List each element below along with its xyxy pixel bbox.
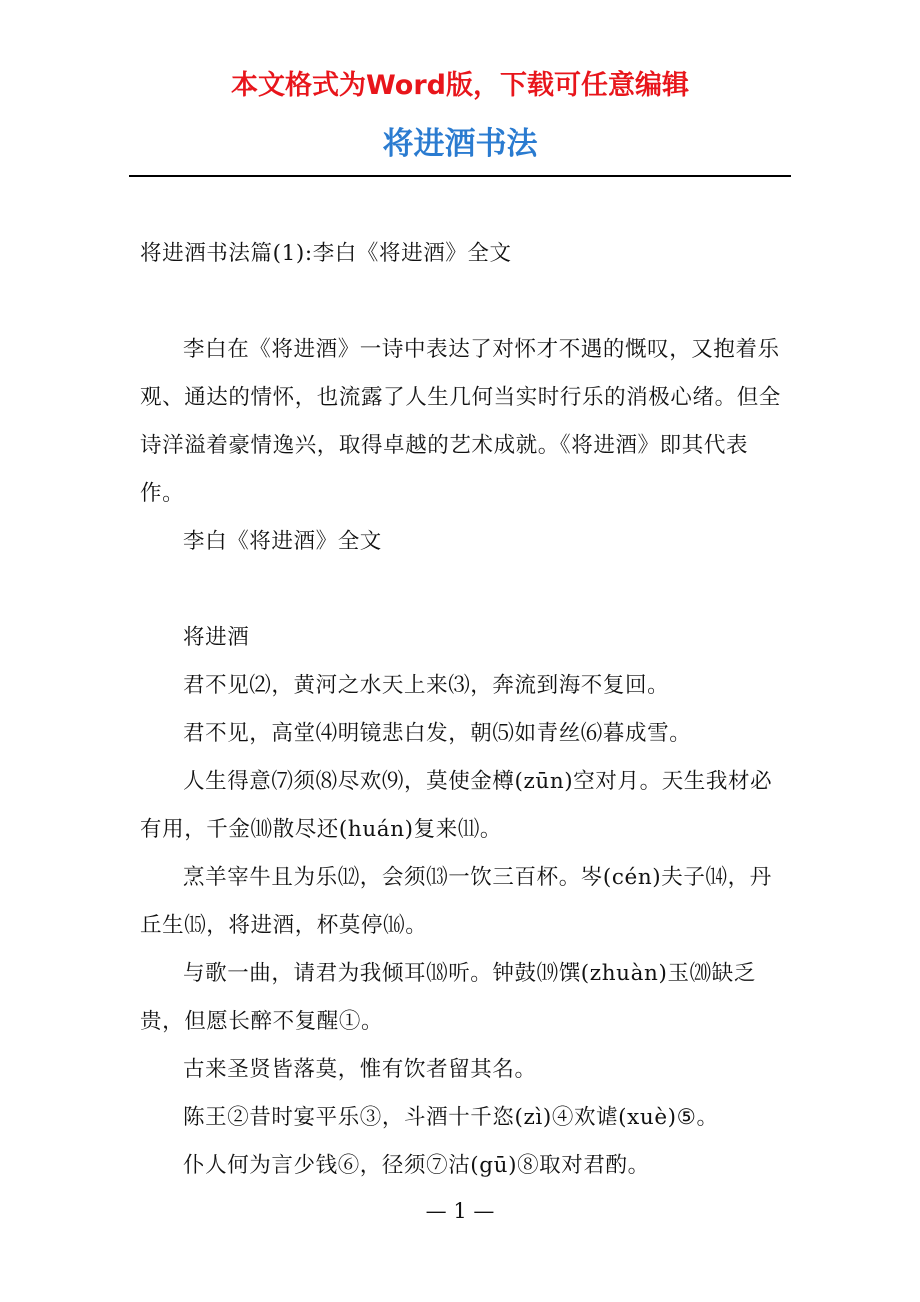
poem-line: 人生得意⑺须⑻尽欢⑼，莫使金樽(zūn)空对月。天生我材必有用，千金⑽散尽还(huán)复来⑾。 xyxy=(140,769,773,842)
download-banner: 本文格式为Word版，下载可任意编辑 xyxy=(230,70,689,101)
poem-line: 古来圣贤皆落莫，惟有饮者留其名。 xyxy=(183,1057,537,1082)
spacer xyxy=(140,566,790,614)
poem-line: 陈王②昔时宴平乐③，斗酒十千恣(zì)④欢谑(xuè)⑤。 xyxy=(183,1105,719,1130)
page-number: — 1 — xyxy=(425,1199,495,1223)
poem-line: 烹羊宰牛且为乐⑿，会须⒀一饮三百杯。岑(cén)夫子⒁，丹丘生⒂，将进酒，杯莫停⒃。 xyxy=(140,865,772,938)
title-divider xyxy=(129,175,791,177)
section-heading: 将进酒书法篇(1):李白《将进酒》全文 xyxy=(140,241,512,266)
poem-line: 与歌一曲，请君为我倾耳⒅听。钟鼓⒆馔(zhuàn)玉⒇缺乏贵，但愿长醉不复醒①。 xyxy=(140,961,756,1034)
poem-line: 君不见，高堂⑷明镜悲白发，朝⑸如青丝⑹暮成雪。 xyxy=(183,721,692,746)
document-title: 将进酒书法 xyxy=(382,126,538,162)
poem-title: 将进酒 xyxy=(183,625,250,650)
document-body xyxy=(140,230,790,1190)
spacer xyxy=(140,278,790,326)
poem-line: 仆人何为言少钱⑥，径须⑦沽(gū)⑧取对君酌。 xyxy=(183,1153,650,1178)
poem-line: 君不见⑵，黄河之水天上来⑶，奔流到海不复回。 xyxy=(183,673,670,698)
intro-paragraph: 李白在《将进酒》一诗中表达了对怀才不遇的慨叹，又抱着乐观、通达的情怀，也流露了人生几何当实时行乐的消极心绪。但全诗洋溢着豪情逸兴，取得卓越的艺术成就。《将进酒》即其代表作。 xyxy=(140,337,781,506)
subheading: 李白《将进酒》全文 xyxy=(183,529,382,554)
